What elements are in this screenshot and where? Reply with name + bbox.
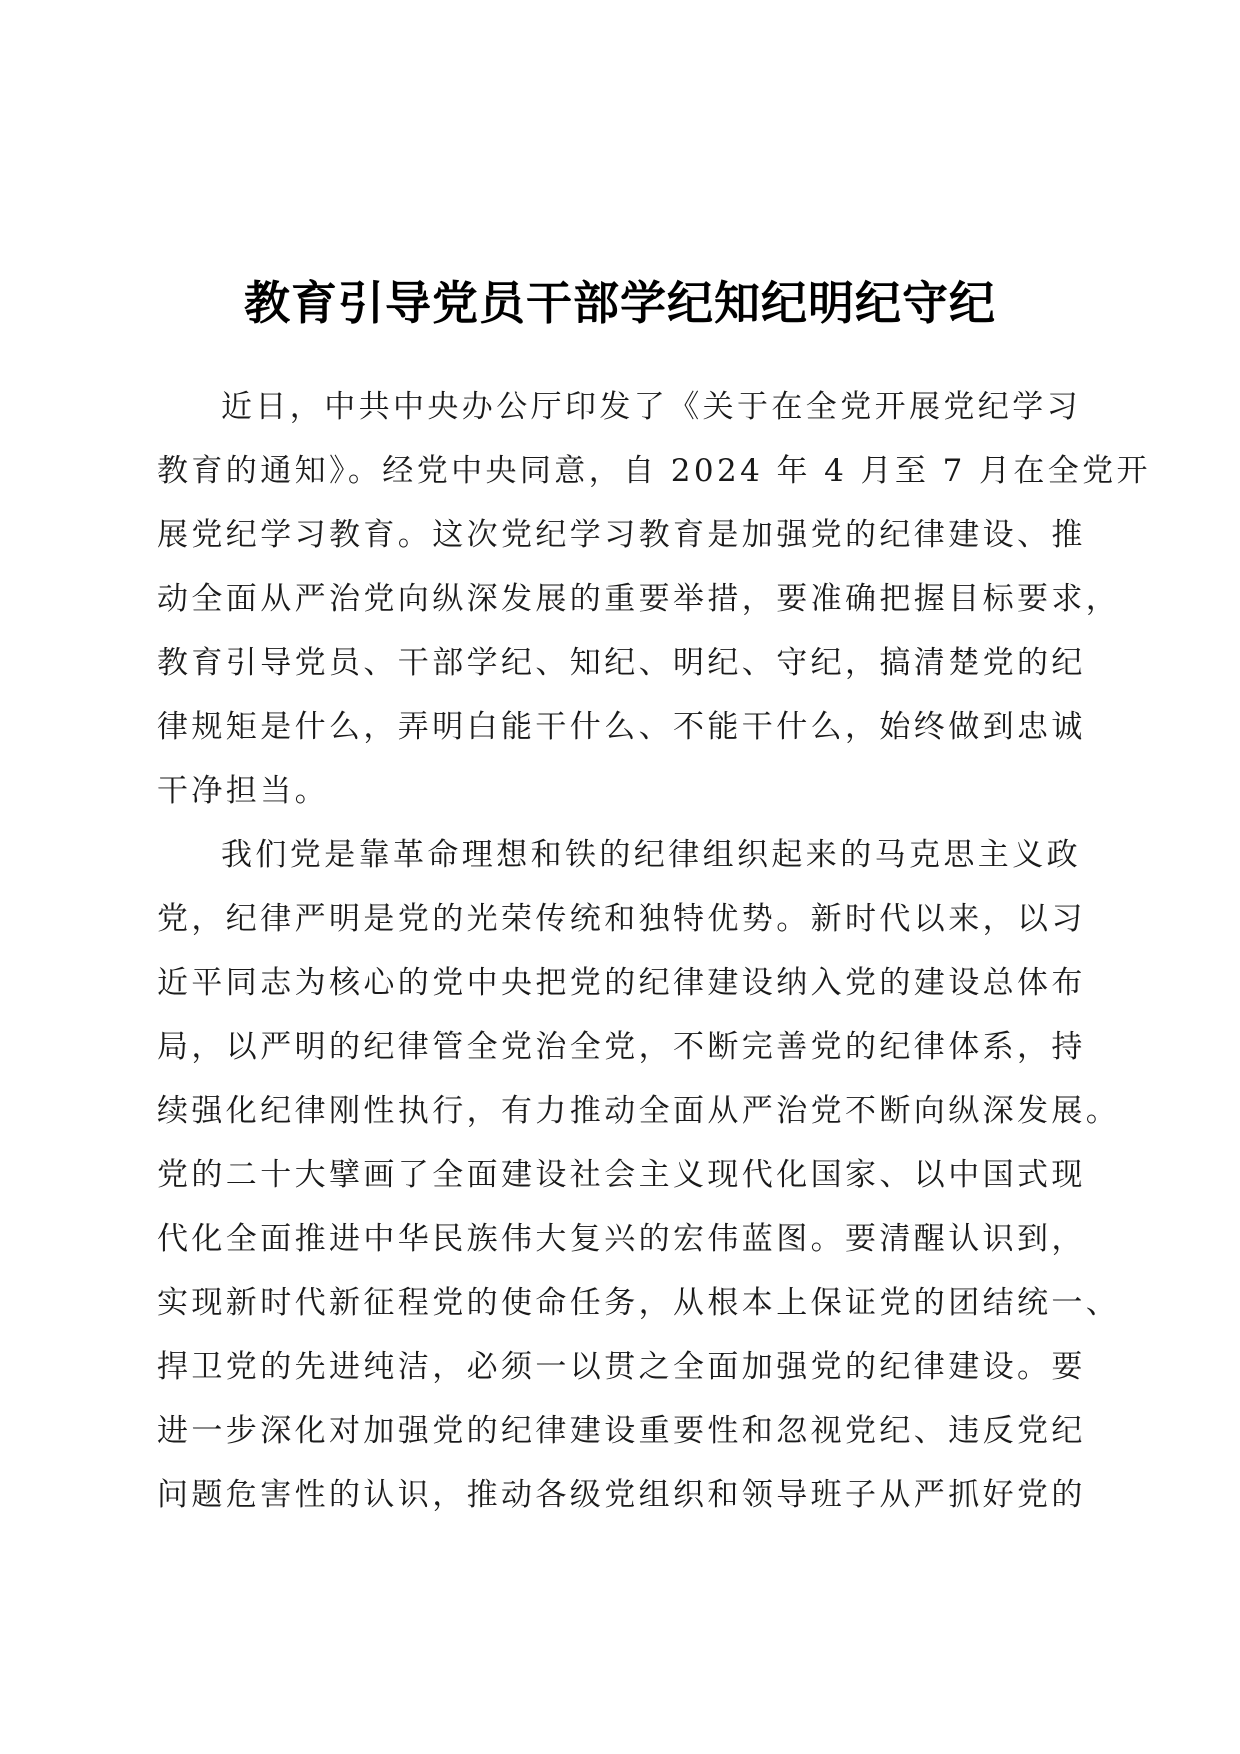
paragraph-line: 教育的通知》。经党中央同意，自 2024 年 4 月至 7 月在全党开 — [157, 453, 1151, 489]
paragraph-line: 我们党是靠革命理想和铁的纪律组织起来的马克思主义政 — [221, 837, 1081, 873]
paragraph-line: 近日，中共中央办公厅印发了《关于在全党开展党纪学习 — [221, 389, 1081, 425]
document-body — [157, 375, 1151, 1527]
paragraph-line: 局，以严明的纪律管全党治全党，不断完善党的纪律体系，持 — [157, 1029, 1086, 1065]
paragraph-line: 进一步深化对加强党的纪律建设重要性和忽视党纪、违反党纪 — [157, 1413, 1086, 1449]
paragraph-line: 续强化纪律刚性执行，有力推动全面从严治党不断向纵深发展。 — [157, 1093, 1121, 1129]
document-title: 教育引导党员干部学纪知纪明纪守纪 — [244, 275, 996, 330]
paragraph-line: 问题危害性的认识，推动各级党组织和领导班子从严抓好党的 — [157, 1477, 1086, 1513]
paragraph-line: 近平同志为核心的党中央把党的纪律建设纳入党的建设总体布 — [157, 965, 1086, 1001]
paragraph-line: 教育引导党员、干部学纪、知纪、明纪、守纪，搞清楚党的纪 — [157, 645, 1086, 681]
paragraph-line: 展党纪学习教育。这次党纪学习教育是加强党的纪律建设、推 — [157, 517, 1086, 553]
paragraph-1 — [157, 375, 1151, 823]
paragraph-line: 党，纪律严明是党的光荣传统和独特优势。新时代以来，以习 — [157, 901, 1086, 937]
paragraph-line: 干净担当。 — [157, 773, 329, 809]
paragraph-line: 实现新时代新征程党的使命任务，从根本上保证党的团结统一、 — [157, 1285, 1121, 1321]
paragraph-line: 律规矩是什么，弄明白能干什么、不能干什么，始终做到忠诚 — [157, 709, 1086, 745]
paragraph-line: 党的二十大擘画了全面建设社会主义现代化国家、以中国式现 — [157, 1157, 1086, 1193]
paragraph-line: 捍卫党的先进纯洁，必须一以贯之全面加强党的纪律建设。要 — [157, 1349, 1086, 1385]
paragraph-line: 动全面从严治党向纵深发展的重要举措，要准确把握目标要求， — [157, 581, 1121, 617]
paragraph-2 — [157, 823, 1121, 1527]
paragraph-line: 代化全面推进中华民族伟大复兴的宏伟蓝图。要清醒认识到， — [157, 1221, 1086, 1257]
